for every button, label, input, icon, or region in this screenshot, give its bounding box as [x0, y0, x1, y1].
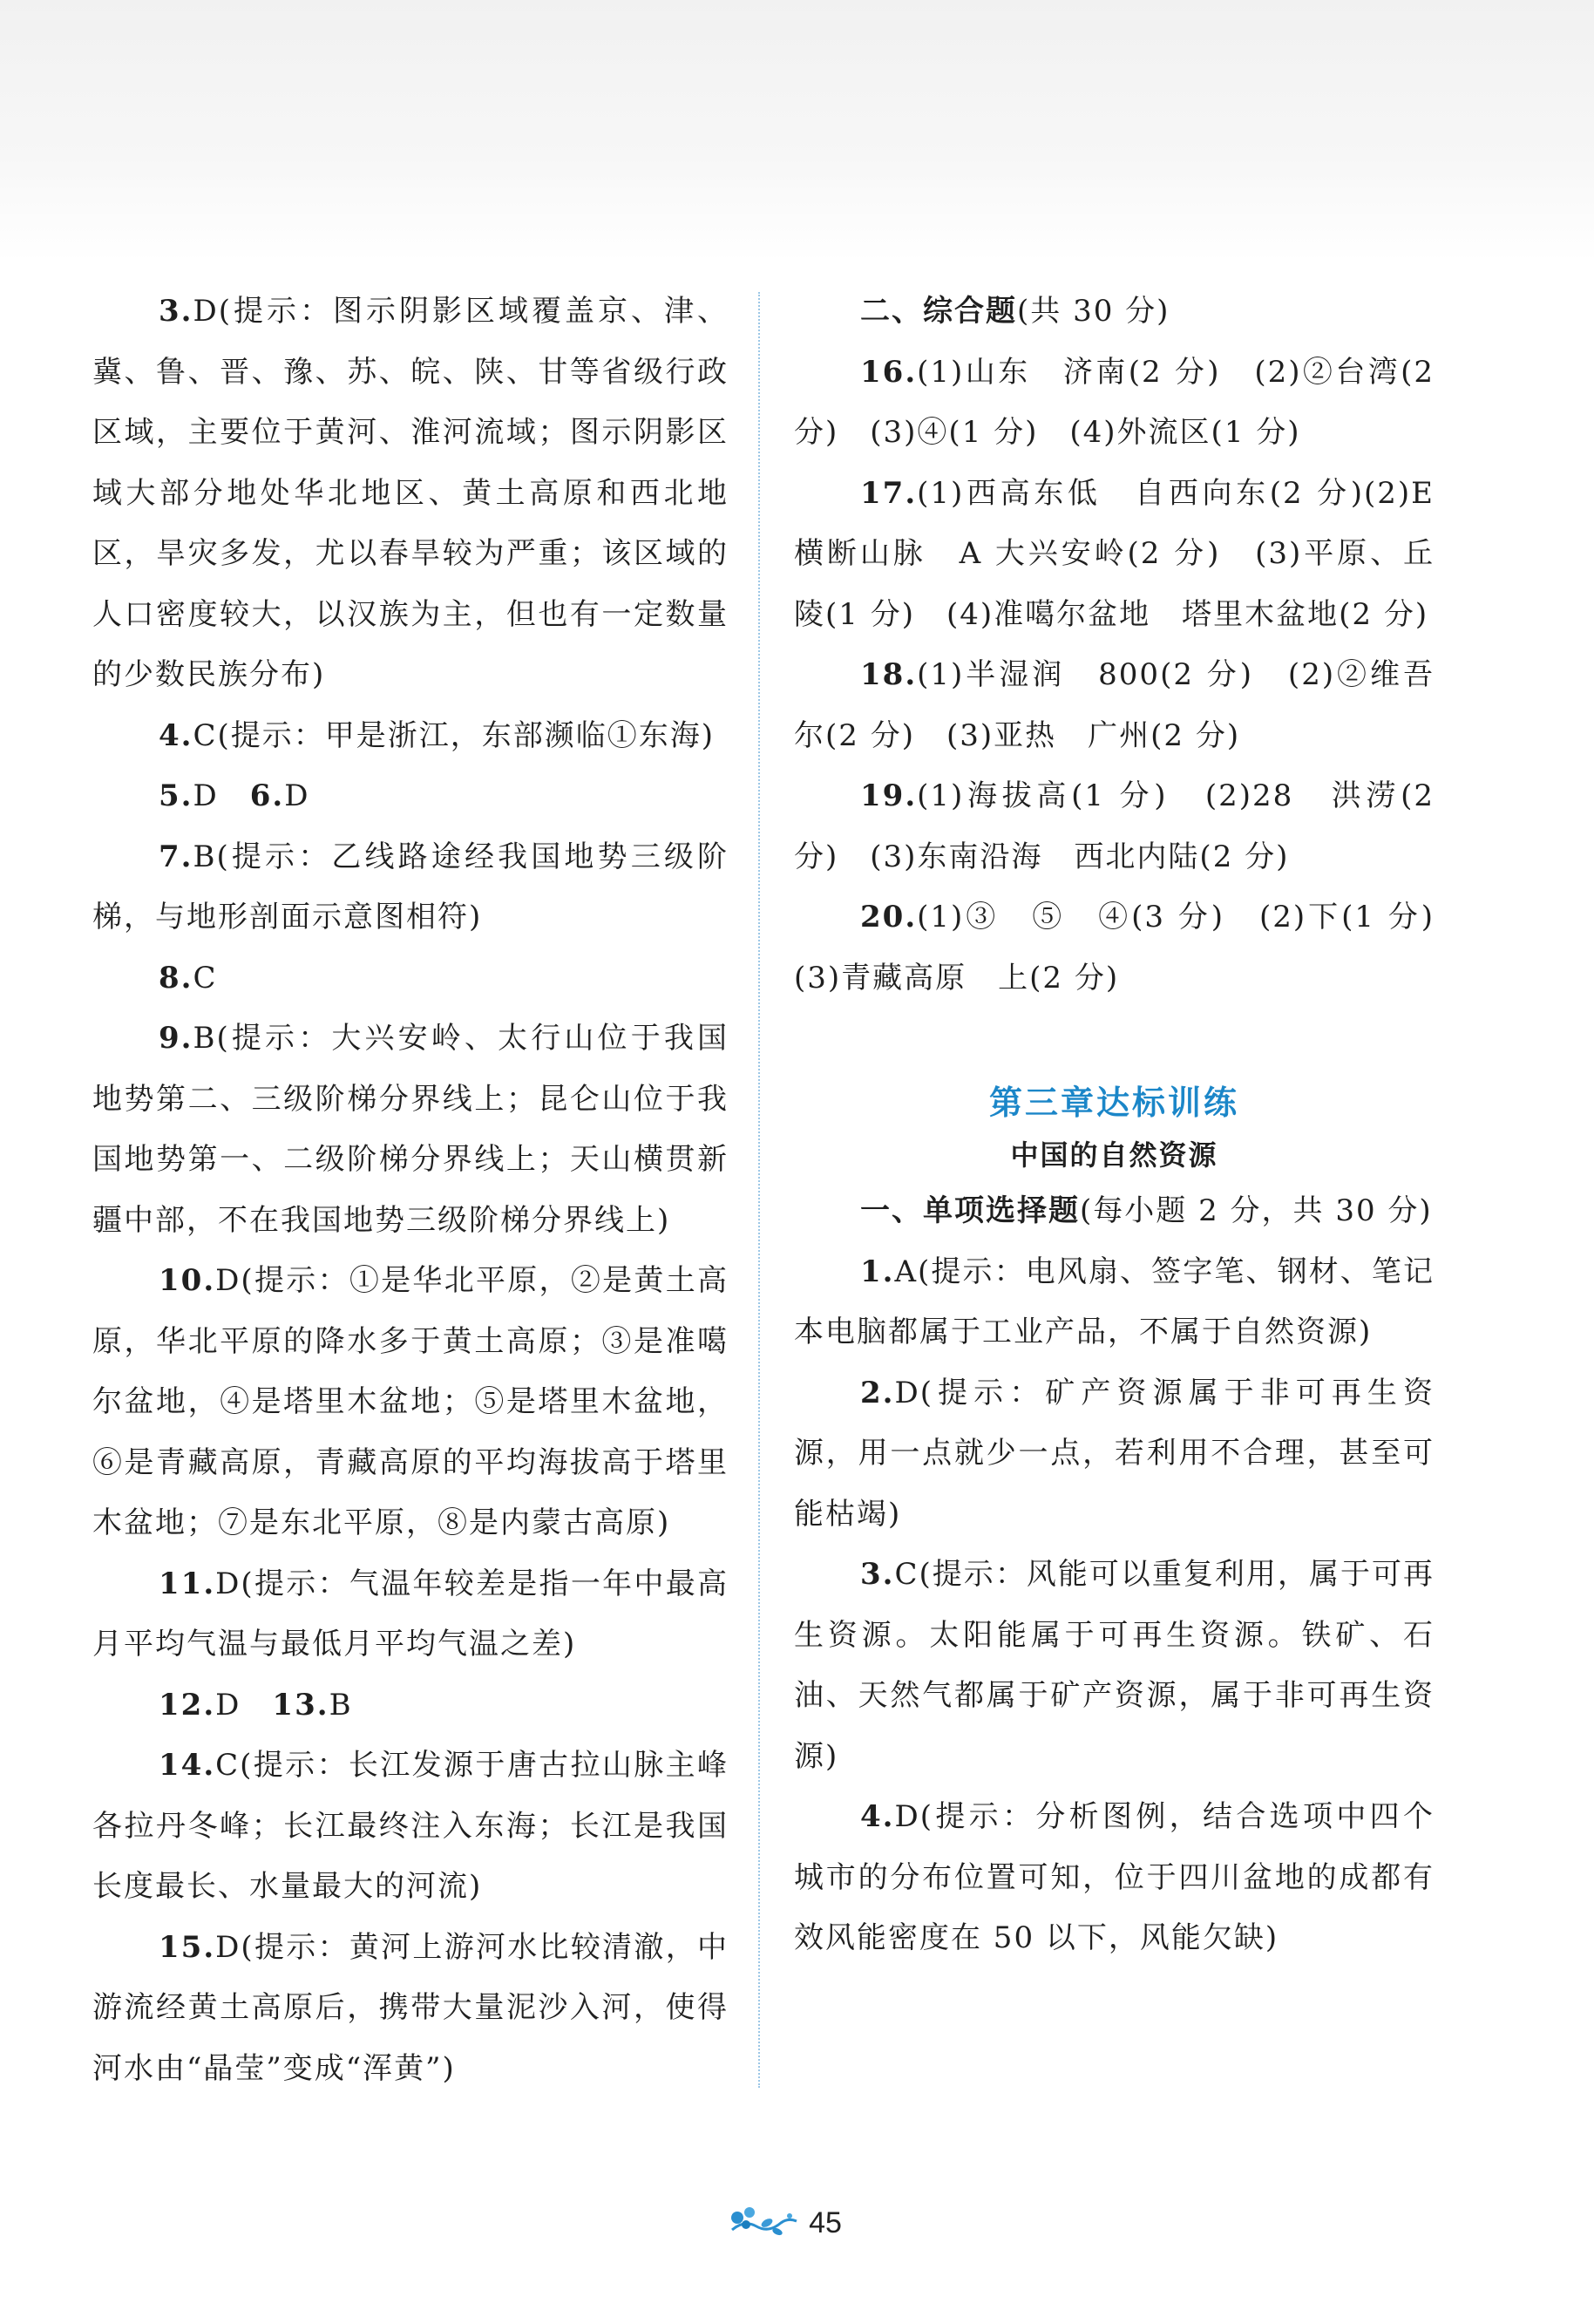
answer-item: 9.B(提示：大兴安岭、太行山位于我国地势第二、三级阶梯分界线上；昆仑山位于我国地势第一、二级阶梯分界线上；天山横贯新疆中部，不在我国地势三级阶梯分界线上): [92, 1021, 729, 1238]
answer-item: 10.D(提示：①是华北平原，②是黄土高原，华北平原的降水多于黄土高原；③是准噶尔盆地，④是塔里木盆地；⑤是塔里木盆地，⑥是青藏高原，青藏高原的平均海拔高于塔里木盆地；⑦是东北平原，⑧是内蒙古高原): [92, 1263, 729, 1540]
left-column: [92, 282, 729, 2099]
answer-item: 5.D 6.D: [159, 778, 310, 813]
section-heading: 二、综合题(共 30 分): [860, 294, 1170, 329]
right-column: [794, 282, 1466, 1969]
answer-item: 19.(1)海拔高(1 分) (2)28 洪涝(2 分) (3)东南沿海 西北内陆(2 分): [794, 778, 1435, 874]
page-number: 45: [809, 2205, 842, 2239]
answer-item: 14.C(提示：长江发源于唐古拉山脉主峰各拉丹冬峰；长江最终注入东海；长江是我国长度最长、水量最大的河流): [92, 1748, 729, 1904]
top-shading: [0, 0, 1594, 262]
answer-item: 4.C(提示：甲是浙江，东部濒临①东海): [159, 717, 716, 753]
answer-item: 18.(1)半湿润 800(2 分) (2)②维吾尔(2 分) (3)亚热 广州(2 分): [794, 657, 1435, 753]
answer-item: 1.A(提示：电风扇、签字笔、钢材、笔记本电脑都属于工业产品，不属于自然资源): [794, 1254, 1435, 1349]
answer-item: 3.D(提示：图示阴影区域覆盖京、津、冀、鲁、晋、豫、苏、皖、陕、甘等省级行政区域，主要位于黄河、淮河流域；图示阴影区域大部分地处华北地区、黄土高原和西北地区，旱灾多发，尤以春旱较为严重；该区域的人口密度较大，以汉族为主，但也有一定数量的少数民族分布): [92, 294, 729, 692]
answer-item: 8.C: [159, 960, 218, 996]
answer-item: 7.B(提示：乙线路途经我国地势三级阶梯，与地形剖面示意图相符): [92, 839, 729, 934]
answer-item: 15.D(提示：黄河上游河水比较清澈，中游流经黄土高原后，携带大量泥沙入河，使得河水由“晶莹”变成“浑黄”): [92, 1929, 729, 2086]
page-footer: [645, 2197, 924, 2249]
section-heading: 一、单项选择题(每小题 2 分，共 30 分): [860, 1193, 1433, 1228]
answer-item: 4.D(提示：分析图例，结合选项中四个城市的分布位置可知，位于四川盆地的成都有效风能密度在 50 以下，风能欠缺): [794, 1799, 1435, 1955]
answer-item: 3.C(提示：风能可以重复利用，属于可再生资源。太阳能属于可再生资源。铁矿、石油、天然气都属于矿产资源，属于非可再生资源): [794, 1557, 1435, 1774]
answer-item: 20.(1)③ ⑤ ④(3 分) (2)下(1 分) (3)青藏高原 上(2 分): [794, 900, 1466, 996]
answer-item: 12.D 13.B: [159, 1687, 353, 1723]
chapter-subtitle: 中国的自然资源: [1010, 1138, 1218, 1172]
answer-item: 16.(1)山东 济南(2 分) (2)②台湾(2 分) (3)④(1 分) (4)外流区(1 分): [794, 354, 1435, 450]
answer-item: 2.D(提示：矿产资源属于非可再生资源，用一点就少一点，若利用不合理，甚至可能枯竭): [794, 1375, 1435, 1532]
answer-item: 17.(1)西高东低 自西向东(2 分)(2)E 横断山脉 A 大兴安岭(2 分) (3)平原、丘陵(1 分) (4)准噶尔盆地 塔里木盆地(2 分): [794, 475, 1435, 632]
answer-item: 11.D(提示：气温年较差是指一年中最高月平均气温与最低月平均气温之差): [92, 1566, 729, 1661]
chapter-title: 第三章达标训练: [988, 1084, 1239, 1122]
column-divider: [758, 292, 760, 2088]
flower-vine-icon: [727, 2204, 800, 2242]
